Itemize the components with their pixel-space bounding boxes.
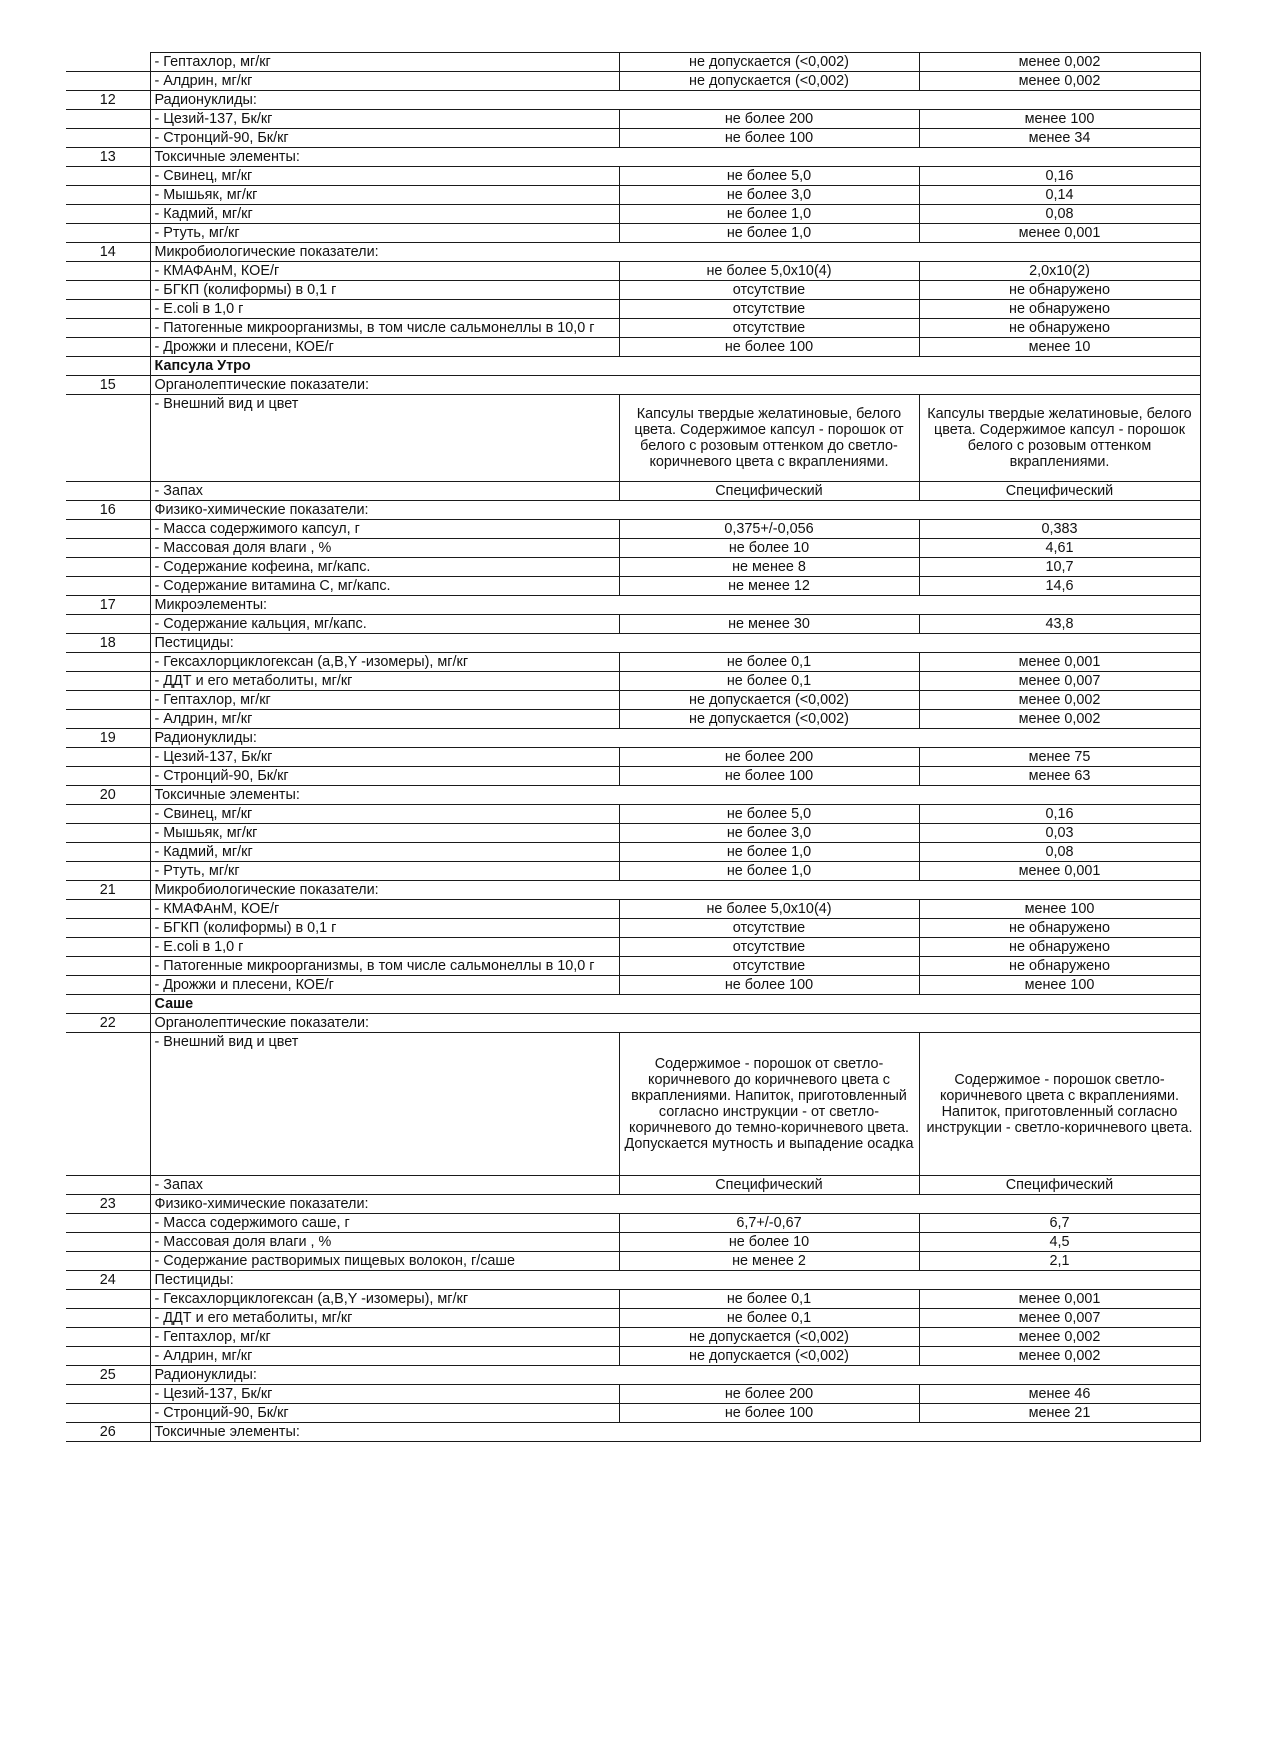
table-row bbox=[66, 186, 1200, 205]
group-title: Органолептические показатели: bbox=[150, 376, 1200, 395]
group-header-row bbox=[66, 596, 1200, 615]
indicator-name: - Цезий-137, Бк/кг bbox=[150, 110, 619, 129]
group-title: Физико-химические показатели: bbox=[150, 501, 1200, 520]
requirement-value: не допускается (<0,002) bbox=[619, 53, 919, 72]
group-title: Пестициды: bbox=[150, 1271, 1200, 1290]
indicator-name: - E.coli в 1,0 г bbox=[150, 938, 619, 957]
indicator-name: - Дрожжи и плесени, КОЕ/г bbox=[150, 976, 619, 995]
requirement-value: не более 5,0x10(4) bbox=[619, 900, 919, 919]
result-value: 0,16 bbox=[919, 167, 1200, 186]
result-value: менее 0,007 bbox=[919, 1309, 1200, 1328]
result-value: не обнаружено bbox=[919, 319, 1200, 338]
group-header-row bbox=[66, 881, 1200, 900]
section-header-row bbox=[66, 357, 1200, 376]
requirement-value: отсутствие bbox=[619, 319, 919, 338]
row-number bbox=[66, 577, 150, 596]
requirement-value: не менее 12 bbox=[619, 577, 919, 596]
indicator-name: - Ртуть, мг/кг bbox=[150, 862, 619, 881]
table-row bbox=[66, 72, 1200, 91]
table-row bbox=[66, 976, 1200, 995]
requirement-value: 6,7+/-0,67 bbox=[619, 1214, 919, 1233]
result-value: менее 100 bbox=[919, 110, 1200, 129]
table-row bbox=[66, 262, 1200, 281]
requirement-value: не более 200 bbox=[619, 748, 919, 767]
group-header-row bbox=[66, 1271, 1200, 1290]
indicator-name: - Внешний вид и цвет bbox=[150, 395, 619, 482]
requirement-value: отсутствие bbox=[619, 300, 919, 319]
group-title: Радионуклиды: bbox=[150, 91, 1200, 110]
row-number bbox=[66, 938, 150, 957]
table-row bbox=[66, 1233, 1200, 1252]
indicator-name: - Мышьяк, мг/кг bbox=[150, 824, 619, 843]
table-row bbox=[66, 539, 1200, 558]
table-row bbox=[66, 862, 1200, 881]
group-header-row bbox=[66, 634, 1200, 653]
result-value: менее 0,002 bbox=[919, 691, 1200, 710]
row-number bbox=[66, 1252, 150, 1271]
requirement-value: отсутствие bbox=[619, 957, 919, 976]
table-row bbox=[66, 691, 1200, 710]
table-row bbox=[66, 1290, 1200, 1309]
row-number bbox=[66, 1404, 150, 1423]
table-row bbox=[66, 1385, 1200, 1404]
indicator-name: - Алдрин, мг/кг bbox=[150, 1347, 619, 1366]
group-title: Токсичные элементы: bbox=[150, 1423, 1200, 1442]
requirement-value: не более 5,0 bbox=[619, 805, 919, 824]
requirement-value: не более 1,0 bbox=[619, 224, 919, 243]
result-value: 0,14 bbox=[919, 186, 1200, 205]
result-value: 6,7 bbox=[919, 1214, 1200, 1233]
indicator-name: - Массовая доля влаги , % bbox=[150, 1233, 619, 1252]
result-value: менее 0,002 bbox=[919, 1328, 1200, 1347]
indicator-name: - Свинец, мг/кг bbox=[150, 805, 619, 824]
indicator-name: - Гептахлор, мг/кг bbox=[150, 691, 619, 710]
requirement-value: не допускается (<0,002) bbox=[619, 1328, 919, 1347]
row-number bbox=[66, 1033, 150, 1176]
row-number: 15 bbox=[66, 376, 150, 395]
row-number bbox=[66, 281, 150, 300]
requirement-value: не более 0,1 bbox=[619, 653, 919, 672]
indicator-name: - Содержание витамина С, мг/капс. bbox=[150, 577, 619, 596]
group-header-row bbox=[66, 786, 1200, 805]
table-row bbox=[66, 482, 1200, 501]
result-value: менее 0,002 bbox=[919, 710, 1200, 729]
row-number bbox=[66, 539, 150, 558]
table-row bbox=[66, 300, 1200, 319]
row-number bbox=[66, 1290, 150, 1309]
row-number bbox=[66, 653, 150, 672]
row-number bbox=[66, 615, 150, 634]
row-number bbox=[66, 205, 150, 224]
result-value: менее 10 bbox=[919, 338, 1200, 357]
row-number bbox=[66, 558, 150, 577]
table-row bbox=[66, 672, 1200, 691]
indicator-name: - КМАФАнМ, КОЕ/г bbox=[150, 900, 619, 919]
group-header-row bbox=[66, 1195, 1200, 1214]
requirement-value: не более 5,0 bbox=[619, 167, 919, 186]
table-row bbox=[66, 805, 1200, 824]
row-number bbox=[66, 1328, 150, 1347]
row-number bbox=[66, 357, 150, 376]
indicator-name: - Гексахлорциклогексан (a,B,Y -изомеры), мг/кг bbox=[150, 1290, 619, 1309]
row-number: 21 bbox=[66, 881, 150, 900]
indicator-name: - Содержание кофеина, мг/капс. bbox=[150, 558, 619, 577]
table-row bbox=[66, 748, 1200, 767]
group-header-row bbox=[66, 501, 1200, 520]
indicator-name: - Алдрин, мг/кг bbox=[150, 710, 619, 729]
result-value: менее 0,001 bbox=[919, 862, 1200, 881]
result-value: 0,16 bbox=[919, 805, 1200, 824]
group-header-row bbox=[66, 1366, 1200, 1385]
result-value: не обнаружено bbox=[919, 281, 1200, 300]
group-header-row bbox=[66, 729, 1200, 748]
group-title: Органолептические показатели: bbox=[150, 1014, 1200, 1033]
requirement-value: не более 100 bbox=[619, 976, 919, 995]
result-value: 43,8 bbox=[919, 615, 1200, 634]
indicator-name: - Гептахлор, мг/кг bbox=[150, 1328, 619, 1347]
requirement-value: не более 1,0 bbox=[619, 205, 919, 224]
row-number: 24 bbox=[66, 1271, 150, 1290]
indicator-name: - Стронций-90, Бк/кг bbox=[150, 1404, 619, 1423]
row-number: 12 bbox=[66, 91, 150, 110]
table-row bbox=[66, 615, 1200, 634]
row-number bbox=[66, 1347, 150, 1366]
indicator-name: - Стронций-90, Бк/кг bbox=[150, 129, 619, 148]
table-row bbox=[66, 767, 1200, 786]
table-row bbox=[66, 1347, 1200, 1366]
row-number bbox=[66, 995, 150, 1014]
row-number bbox=[66, 862, 150, 881]
row-number bbox=[66, 957, 150, 976]
row-number: 23 bbox=[66, 1195, 150, 1214]
requirement-value: отсутствие bbox=[619, 281, 919, 300]
indicator-name: - Стронций-90, Бк/кг bbox=[150, 767, 619, 786]
indicator-name: - Гептахлор, мг/кг bbox=[150, 53, 619, 72]
result-value: 10,7 bbox=[919, 558, 1200, 577]
row-number bbox=[66, 167, 150, 186]
requirement-value: не более 100 bbox=[619, 338, 919, 357]
table-row bbox=[66, 167, 1200, 186]
group-header-row bbox=[66, 376, 1200, 395]
result-value: менее 46 bbox=[919, 1385, 1200, 1404]
table-row bbox=[66, 281, 1200, 300]
result-value: менее 100 bbox=[919, 976, 1200, 995]
indicator-name: - ДДТ и его метаболиты, мг/кг bbox=[150, 672, 619, 691]
result-value: Специфический bbox=[919, 1176, 1200, 1195]
row-number: 26 bbox=[66, 1423, 150, 1442]
requirement-value: не менее 2 bbox=[619, 1252, 919, 1271]
result-value: менее 0,002 bbox=[919, 53, 1200, 72]
indicator-name: - Запах bbox=[150, 482, 619, 501]
group-header-row bbox=[66, 148, 1200, 167]
indicator-name: - Патогенные микроорганизмы, в том числе сальмонеллы в 10,0 г bbox=[150, 319, 619, 338]
group-header-row bbox=[66, 1014, 1200, 1033]
indicator-name: - Алдрин, мг/кг bbox=[150, 72, 619, 91]
result-value: 14,6 bbox=[919, 577, 1200, 596]
result-value: 0,08 bbox=[919, 205, 1200, 224]
result-value: 4,5 bbox=[919, 1233, 1200, 1252]
requirement-value: 0,375+/-0,056 bbox=[619, 520, 919, 539]
result-value: менее 21 bbox=[919, 1404, 1200, 1423]
indicator-name: - Свинец, мг/кг bbox=[150, 167, 619, 186]
indicator-name: - БГКП (колиформы) в 0,1 г bbox=[150, 281, 619, 300]
row-number bbox=[66, 824, 150, 843]
indicator-name: - Массовая доля влаги , % bbox=[150, 539, 619, 558]
table-row bbox=[66, 577, 1200, 596]
row-number bbox=[66, 748, 150, 767]
result-value: 0,383 bbox=[919, 520, 1200, 539]
table-row bbox=[66, 1176, 1200, 1195]
group-title: Радионуклиды: bbox=[150, 1366, 1200, 1385]
requirement-value: отсутствие bbox=[619, 938, 919, 957]
result-value: менее 0,001 bbox=[919, 653, 1200, 672]
requirement-value: не менее 8 bbox=[619, 558, 919, 577]
requirement-value: не более 3,0 bbox=[619, 824, 919, 843]
row-number bbox=[66, 672, 150, 691]
results-table bbox=[66, 52, 1201, 1442]
row-number bbox=[66, 110, 150, 129]
row-number bbox=[66, 900, 150, 919]
row-number: 14 bbox=[66, 243, 150, 262]
table-row bbox=[66, 319, 1200, 338]
row-number bbox=[66, 186, 150, 205]
group-title: Пестициды: bbox=[150, 634, 1200, 653]
table-row bbox=[66, 1309, 1200, 1328]
section-title: Капсула Утро bbox=[150, 357, 1200, 376]
result-value: 0,08 bbox=[919, 843, 1200, 862]
row-number: 19 bbox=[66, 729, 150, 748]
requirement-value: не менее 30 bbox=[619, 615, 919, 634]
table-row bbox=[66, 710, 1200, 729]
row-number bbox=[66, 262, 150, 281]
row-number bbox=[66, 919, 150, 938]
requirement-value: не более 3,0 bbox=[619, 186, 919, 205]
section-header-row bbox=[66, 995, 1200, 1014]
table-row bbox=[66, 395, 1200, 482]
row-number: 13 bbox=[66, 148, 150, 167]
result-value: Содержимое - порошок светло-коричневого цвета с вкраплениями. Напиток, приготовленный согласно инструкции - светло-коричневого цвета. bbox=[919, 1033, 1200, 1176]
row-number bbox=[66, 1309, 150, 1328]
group-header-row bbox=[66, 243, 1200, 262]
row-number bbox=[66, 53, 150, 72]
document-page bbox=[66, 52, 1200, 1442]
requirement-value: не более 0,1 bbox=[619, 672, 919, 691]
group-title: Микробиологические показатели: bbox=[150, 881, 1200, 900]
table-row bbox=[66, 938, 1200, 957]
table-row bbox=[66, 338, 1200, 357]
row-number bbox=[66, 338, 150, 357]
result-value: менее 0,002 bbox=[919, 72, 1200, 91]
indicator-name: - Внешний вид и цвет bbox=[150, 1033, 619, 1176]
group-header-row bbox=[66, 91, 1200, 110]
row-number bbox=[66, 300, 150, 319]
indicator-name: - БГКП (колиформы) в 0,1 г bbox=[150, 919, 619, 938]
indicator-name: - Масса содержимого саше, г bbox=[150, 1214, 619, 1233]
result-value: не обнаружено bbox=[919, 300, 1200, 319]
group-title: Радионуклиды: bbox=[150, 729, 1200, 748]
requirement-value: не более 10 bbox=[619, 1233, 919, 1252]
row-number bbox=[66, 129, 150, 148]
indicator-name: - Гексахлорциклогексан (a,B,Y -изомеры), мг/кг bbox=[150, 653, 619, 672]
indicator-name: - Содержание растворимых пищевых волокон, г/саше bbox=[150, 1252, 619, 1271]
row-number bbox=[66, 482, 150, 501]
indicator-name: - Патогенные микроорганизмы, в том числе сальмонеллы в 10,0 г bbox=[150, 957, 619, 976]
row-number bbox=[66, 319, 150, 338]
indicator-name: - Кадмий, мг/кг bbox=[150, 843, 619, 862]
requirement-value: не более 10 bbox=[619, 539, 919, 558]
result-value: менее 0,002 bbox=[919, 1347, 1200, 1366]
row-number bbox=[66, 1385, 150, 1404]
table-row bbox=[66, 1252, 1200, 1271]
table-row bbox=[66, 653, 1200, 672]
indicator-name: - Содержание кальция, мг/капс. bbox=[150, 615, 619, 634]
result-value: менее 34 bbox=[919, 129, 1200, 148]
requirement-value: не допускается (<0,002) bbox=[619, 691, 919, 710]
requirement-value: отсутствие bbox=[619, 919, 919, 938]
table-row bbox=[66, 824, 1200, 843]
row-number bbox=[66, 976, 150, 995]
result-value: Специфический bbox=[919, 482, 1200, 501]
table-row bbox=[66, 205, 1200, 224]
row-number: 17 bbox=[66, 596, 150, 615]
table-row bbox=[66, 129, 1200, 148]
requirement-value: не более 1,0 bbox=[619, 843, 919, 862]
row-number: 18 bbox=[66, 634, 150, 653]
requirement-value: Специфический bbox=[619, 1176, 919, 1195]
indicator-name: - E.coli в 1,0 г bbox=[150, 300, 619, 319]
requirement-value: не допускается (<0,002) bbox=[619, 72, 919, 91]
table-row bbox=[66, 110, 1200, 129]
row-number: 25 bbox=[66, 1366, 150, 1385]
result-value: Капсулы твердые желатиновые, белого цвета. Содержимое капсул - порошок белого с розовым оттенком вкраплениями. bbox=[919, 395, 1200, 482]
result-value: 4,61 bbox=[919, 539, 1200, 558]
table-row bbox=[66, 53, 1200, 72]
indicator-name: - Запах bbox=[150, 1176, 619, 1195]
indicator-name: - Кадмий, мг/кг bbox=[150, 205, 619, 224]
indicator-name: - ДДТ и его метаболиты, мг/кг bbox=[150, 1309, 619, 1328]
table-row bbox=[66, 919, 1200, 938]
table-row bbox=[66, 558, 1200, 577]
requirement-value: не допускается (<0,002) bbox=[619, 1347, 919, 1366]
requirement-value: не более 100 bbox=[619, 1404, 919, 1423]
row-number bbox=[66, 72, 150, 91]
group-header-row bbox=[66, 1423, 1200, 1442]
requirement-value: не более 5,0x10(4) bbox=[619, 262, 919, 281]
indicator-name: - Ртуть, мг/кг bbox=[150, 224, 619, 243]
row-number bbox=[66, 1214, 150, 1233]
indicator-name: - Дрожжи и плесени, КОЕ/г bbox=[150, 338, 619, 357]
table-row bbox=[66, 843, 1200, 862]
result-value: 0,03 bbox=[919, 824, 1200, 843]
result-value: менее 100 bbox=[919, 900, 1200, 919]
requirement-value: не более 100 bbox=[619, 129, 919, 148]
row-number bbox=[66, 224, 150, 243]
result-value: 2,1 bbox=[919, 1252, 1200, 1271]
requirement-value: не более 1,0 bbox=[619, 862, 919, 881]
row-number bbox=[66, 710, 150, 729]
requirement-value: не более 200 bbox=[619, 1385, 919, 1404]
row-number bbox=[66, 395, 150, 482]
row-number: 16 bbox=[66, 501, 150, 520]
result-value: менее 0,001 bbox=[919, 224, 1200, 243]
table-row bbox=[66, 1328, 1200, 1347]
row-number bbox=[66, 767, 150, 786]
result-value: не обнаружено bbox=[919, 938, 1200, 957]
table-row bbox=[66, 520, 1200, 539]
requirement-value: Капсулы твердые желатиновые, белого цвета. Содержимое капсул - порошок от белого с розовым оттенком до светло-коричневого цвета с вкраплениями. bbox=[619, 395, 919, 482]
row-number bbox=[66, 520, 150, 539]
requirement-value: Специфический bbox=[619, 482, 919, 501]
group-title: Микробиологические показатели: bbox=[150, 243, 1200, 262]
indicator-name: - Мышьяк, мг/кг bbox=[150, 186, 619, 205]
requirement-value: не допускается (<0,002) bbox=[619, 710, 919, 729]
requirement-value: не более 100 bbox=[619, 767, 919, 786]
requirement-value: не более 0,1 bbox=[619, 1290, 919, 1309]
indicator-name: - Цезий-137, Бк/кг bbox=[150, 748, 619, 767]
table-row bbox=[66, 900, 1200, 919]
result-value: не обнаружено bbox=[919, 919, 1200, 938]
requirement-value: Содержимое - порошок от светло-коричневого до коричневого цвета с вкраплениями. Напиток, приготовленный согласно инструкции - от светло-коричневого до темно-коричневого цвета. Допускается мутность и выпадение осадка bbox=[619, 1033, 919, 1176]
requirement-value: не более 0,1 bbox=[619, 1309, 919, 1328]
indicator-name: - Цезий-137, Бк/кг bbox=[150, 1385, 619, 1404]
row-number bbox=[66, 1233, 150, 1252]
result-value: менее 0,001 bbox=[919, 1290, 1200, 1309]
result-value: не обнаружено bbox=[919, 957, 1200, 976]
row-number bbox=[66, 691, 150, 710]
row-number bbox=[66, 1176, 150, 1195]
row-number bbox=[66, 805, 150, 824]
indicator-name: - Масса содержимого капсул, г bbox=[150, 520, 619, 539]
table-row bbox=[66, 1404, 1200, 1423]
group-title: Микроэлементы: bbox=[150, 596, 1200, 615]
group-title: Токсичные элементы: bbox=[150, 148, 1200, 167]
table-row bbox=[66, 1033, 1200, 1176]
table-row bbox=[66, 1214, 1200, 1233]
result-value: менее 0,007 bbox=[919, 672, 1200, 691]
table-row bbox=[66, 224, 1200, 243]
row-number bbox=[66, 843, 150, 862]
result-value: менее 63 bbox=[919, 767, 1200, 786]
result-value: менее 75 bbox=[919, 748, 1200, 767]
table-row bbox=[66, 957, 1200, 976]
section-title: Саше bbox=[150, 995, 1200, 1014]
row-number: 22 bbox=[66, 1014, 150, 1033]
result-value: 2,0x10(2) bbox=[919, 262, 1200, 281]
requirement-value: не более 200 bbox=[619, 110, 919, 129]
group-title: Токсичные элементы: bbox=[150, 786, 1200, 805]
group-title: Физико-химические показатели: bbox=[150, 1195, 1200, 1214]
indicator-name: - КМАФАнМ, КОЕ/г bbox=[150, 262, 619, 281]
row-number: 20 bbox=[66, 786, 150, 805]
